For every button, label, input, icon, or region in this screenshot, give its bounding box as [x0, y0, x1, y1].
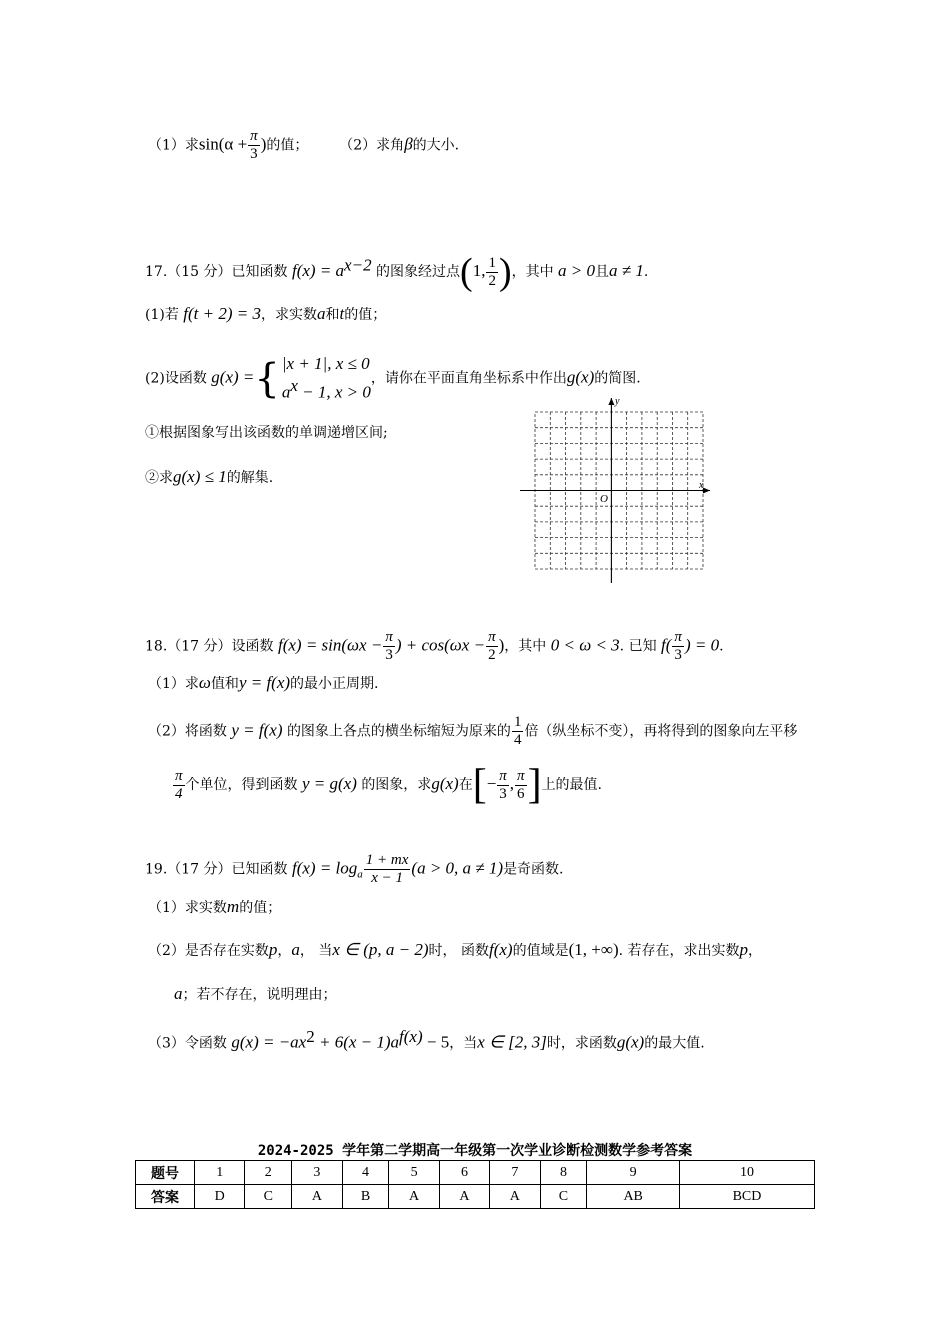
q16-part1-func: sin(α + [198, 134, 248, 154]
q17-case2-a: a [281, 382, 291, 402]
q18-p3-num: π [175, 767, 183, 784]
q17-sub2-eq: g(x) ≤ 1 [173, 467, 227, 486]
q18-p1-omega: ω [198, 673, 211, 692]
question-number-cell: 9 [587, 1161, 680, 1185]
q17-part1 [145, 304, 386, 325]
q17-number: 17.（15 分）已知函数 [145, 264, 288, 280]
q19-p2-f: f(x) [488, 940, 513, 959]
answer-key-row-answers [136, 1185, 815, 1209]
answer-key-table [135, 1160, 815, 1209]
x-axis-arrow [703, 488, 710, 494]
q19-den: x − 1 [371, 870, 403, 886]
answer-cell: A [389, 1185, 439, 1209]
answer-cell: A [439, 1185, 489, 1209]
q18-period: . [719, 638, 724, 655]
q19-p3-prefix: （3）令函数 [148, 1035, 227, 1052]
q16-beta: β [404, 134, 413, 154]
q18-p3-minus: − [486, 774, 497, 793]
q17-p2-prefix: (2)设函数 [145, 370, 207, 387]
question-number-cell: 5 [389, 1161, 439, 1185]
q18-p1-prefix: （1）求 [148, 676, 199, 692]
q18-p1-y: y = f(x) [238, 673, 291, 692]
q18-p3-in: 在 [458, 777, 473, 793]
q17-p2-suffix: 的简图. [594, 370, 641, 387]
q17-sub2-prefix: ②求 [145, 470, 173, 486]
q17-p1-a: a [317, 304, 326, 323]
q19-p3-x: x ∈ [2, 3] [477, 1032, 547, 1052]
q19-part2-cont [174, 984, 337, 1005]
question-number-cell: 2 [245, 1161, 292, 1185]
q17-period: . [643, 264, 649, 280]
answer-cell: BCD [679, 1185, 814, 1209]
q18-fk: f( [661, 635, 672, 655]
answer-cell: C [245, 1185, 292, 1209]
q18-p3-mid2: 的图象，求 [361, 777, 432, 793]
q18-text-cond: ，其中 [504, 638, 547, 655]
q18-pi-over-3-b [672, 629, 684, 664]
answer-key-row-numbers [136, 1161, 815, 1185]
y-axis-label: y [615, 396, 620, 407]
q18-den-2: 2 [488, 647, 496, 663]
q17-case1: |x + 1|, x ≤ 0 [281, 354, 370, 373]
question-number-cell: 4 [342, 1161, 389, 1185]
q16-part2-prefix: （2）求角 [339, 137, 405, 154]
answer-cell: AB [587, 1185, 680, 1209]
q19-p2-mid: 时， 函数 [428, 943, 489, 959]
q18-p2-den: 4 [513, 732, 522, 748]
q18-p3-den: 4 [175, 785, 183, 802]
q18-close: ) [498, 635, 505, 655]
q18-f1: f(x) = sin(ωx − [277, 635, 383, 655]
q19-stem [145, 852, 563, 887]
q17-func: f(x) = a [291, 261, 345, 280]
coordinate-grid [517, 395, 717, 587]
q19-p3-mid: + 6(x − 1)a [314, 1032, 400, 1052]
q18-p2-prefix: （2）将函数 [148, 723, 227, 740]
q18-den-3: 3 [385, 647, 393, 663]
answer-cell: C [540, 1185, 587, 1209]
q18-one-quarter [512, 714, 524, 749]
q17-p1-mid: ，求实数 [261, 307, 318, 323]
q18-pi-c: π [674, 629, 682, 645]
q17-cond1: a > 0 [558, 261, 596, 280]
question-number-cell: 8 [540, 1161, 587, 1185]
q18-pi-b: π [488, 629, 496, 645]
q17-point-x: 1, [472, 261, 486, 280]
q19-p1-suffix: 的值； [239, 900, 282, 916]
q16-frac-num: π [250, 128, 258, 144]
q19-p2b-a: a [174, 984, 183, 1003]
q19-p2-range: 的值域是 [512, 943, 569, 959]
q19-part2 [148, 940, 762, 961]
q18-mid: ) + cos(ωx − [395, 635, 486, 655]
q19-p2-comma: ， [277, 943, 292, 959]
q19-p1-m: m [226, 897, 240, 916]
q17-case2-exp: x [290, 376, 298, 395]
q16-frac-den: 3 [250, 146, 258, 162]
q18-p1-mid: 值和 [210, 676, 239, 692]
q18-part2-cont: $\frac{\pi}{4}$ 个单位，得到函数 y = g(x) 的图象，求g(x)在[− $\frac{\pi}{3}$ , $\frac{\pi}{6}$ ]上的最值. [175, 762, 603, 808]
row-label-answers: 答案 [136, 1185, 195, 1209]
q19-p2-when: ， 当 [299, 943, 333, 959]
q18-part2 [148, 714, 797, 749]
q18-pi-over-3 [383, 629, 395, 664]
answer-cell: A [292, 1185, 342, 1209]
q17-point-num: 1 [488, 254, 496, 271]
question-number-cell: 3 [292, 1161, 342, 1185]
q18-stem [145, 629, 724, 664]
q17-sub1 [145, 423, 388, 443]
q17-case2 [282, 375, 371, 404]
q19-cond: (a > 0, a ≠ 1) [411, 858, 504, 878]
q18-part1 [148, 673, 379, 694]
q18-den-6: 6 [517, 785, 525, 802]
q18-den-3-b: 3 [674, 647, 682, 663]
q16-close-paren: ) [260, 134, 267, 154]
axes [520, 398, 710, 583]
q16-part1-prefix: （1）求 [148, 137, 199, 154]
q19-number: 19.（17 分）已知函数 [145, 861, 288, 878]
q17-p1-and: 和 [325, 307, 340, 323]
q17-cond2: a ≠ 1 [609, 261, 644, 280]
q16-pi-over-3 [248, 128, 260, 163]
q19-fraction [364, 852, 411, 887]
q17-stem: 17.（15 分）已知函数 $f(x) = a^{x-2}$ 的图象经过点(1, $\frac{1}{2}$ )，其中 a > 0且a ≠ 1. [145, 251, 649, 293]
q17-case2-rest: − 1, x > 0 [297, 382, 371, 402]
q18-pi-a: π [385, 629, 393, 645]
q18-pi-over-4 [173, 768, 185, 803]
q18-neg-pi-over-3 [497, 768, 509, 803]
q17-p2-g2: g(x) [566, 367, 595, 387]
q17-p1-eq: f(t + 2) = 3 [183, 304, 262, 323]
x-axis-label: x [699, 480, 704, 491]
q17-piecewise-brace: { [254, 355, 280, 402]
q19-num: 1 + mx [365, 852, 409, 868]
q17-sub1-text: ①根据图象写出该函数的单调递增区间; [145, 425, 388, 441]
question-number-cell: 6 [439, 1161, 489, 1185]
q17-point-y [486, 255, 498, 290]
q19-p2-end: ， [748, 943, 763, 959]
q18-p3-mid: 个单位，得到函数 [185, 777, 298, 793]
q18-pi-d: π [499, 767, 507, 784]
q17-p2-g: g(x) = [211, 367, 255, 387]
q17-and: 且 [595, 264, 610, 280]
q18-pi-over-6 [515, 768, 527, 803]
q19-p3-sq: 2 [306, 1027, 315, 1046]
q17-p1-t: t [339, 304, 345, 323]
answer-cell: A [490, 1185, 540, 1209]
q19-p2-a: a [291, 940, 300, 959]
q18-pi-e: π [517, 767, 525, 784]
q19-p2-interval: (1, +∞) [568, 940, 619, 959]
q18-known: . 已知 [619, 638, 657, 655]
q18-p3-suffix: 上的最值. [541, 777, 603, 793]
q17-p1-prefix: (1)若 [145, 307, 179, 323]
q19-p2b-suffix: ；若不存在，说明理由； [182, 987, 337, 1003]
answer-cell: D [195, 1185, 245, 1209]
q19-func: f(x) = log [291, 858, 358, 878]
q17-p2-mid: ，请你在平面直角坐标系中作出 [370, 370, 567, 387]
q19-p3-g: g(x) = −ax [231, 1032, 307, 1052]
q19-part1 [148, 897, 281, 918]
answer-cell: B [342, 1185, 389, 1209]
q19-p3-mid2: 时，求函数 [546, 1035, 617, 1052]
q18-fk-close: ) = 0 [684, 635, 720, 655]
q18-p2-num: 1 [513, 714, 522, 730]
q16-part1-suffix: 的值； [266, 137, 309, 154]
q19-part3 [148, 1027, 705, 1054]
answer-key-title: 2024-2025 学年第二学期高一年级第一次学业诊断检测数学参考答案 [257, 1143, 693, 1159]
question-number-cell: 10 [679, 1161, 814, 1185]
q18-p2-y: y = f(x) [231, 720, 283, 740]
q18-p3-g: y = g(x) [301, 774, 357, 793]
q18-p3-comma: , [509, 774, 515, 793]
q19-suffix: 是奇函数. [503, 861, 564, 878]
origin-label: O [600, 493, 608, 505]
q19-p2-suffix: . 若存在，求出实数 [618, 943, 740, 959]
q19-p1-prefix: （1）求实数 [148, 900, 227, 916]
q16-part2-suffix: 的大小. [412, 137, 460, 154]
q19-p3-exp: f(x) [399, 1027, 423, 1046]
q19-p3-when: ，当 [449, 1035, 478, 1052]
y-axis-arrow [608, 398, 614, 405]
q18-cond: 0 < ω < 3 [550, 635, 620, 655]
q17-piecewise-cases [282, 353, 371, 404]
q17-point-den: 2 [488, 272, 496, 289]
q17-exp: x−2 [344, 255, 372, 275]
q18-den-3-c: 3 [499, 785, 507, 802]
q19-p2-x: x ∈ (p, a − 2) [332, 940, 429, 959]
q17-sub2 [145, 467, 273, 488]
q18-p2-suffix: 倍（纵坐标不变），再将得到的图象向左平移 [524, 723, 798, 740]
question-number-cell: 7 [490, 1161, 540, 1185]
row-label-numbers: 题号 [136, 1161, 195, 1185]
question-number-cell: 1 [195, 1161, 245, 1185]
q19-base: a [357, 868, 363, 881]
q18-number: 18.（17 分）设函数 [145, 638, 274, 655]
q19-p2-p2: p [739, 940, 749, 959]
q18-p3-g2: g(x) [431, 774, 459, 793]
q19-p2-prefix: （2）是否存在实数 [148, 943, 269, 959]
q18-p1-suffix: 的最小正周期. [290, 676, 379, 692]
q19-p3-suffix: 的最大值. [644, 1035, 705, 1052]
q17-sub2-suffix: 的解集. [226, 470, 274, 486]
q17-text-cond: ，其中 [511, 264, 554, 280]
q18-p2-mid: 的图象上各点的横坐标缩短为原来的 [286, 723, 511, 740]
q17-text-mid: 的图象经过点 [376, 264, 461, 280]
q18-pi-over-2 [486, 629, 498, 664]
q16-subquestions [148, 128, 459, 163]
q19-p3-tail: − 5 [422, 1032, 450, 1052]
q19-p2-p: p [268, 940, 278, 959]
q17-p1-suffix: 的值； [344, 307, 387, 323]
q19-p3-g2: g(x) [616, 1032, 645, 1052]
